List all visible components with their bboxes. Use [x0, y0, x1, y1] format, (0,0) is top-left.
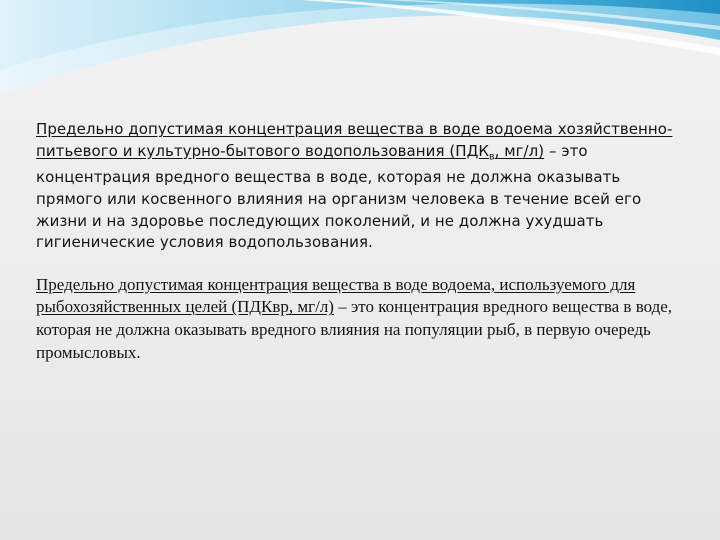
abbr-subscript: в	[489, 150, 495, 162]
paragraph-drinking-water-mpc	[36, 119, 686, 254]
definition-body: – это концентрация вредного вещества в воде, которая не должна оказывать вредного влияния на популяции рыб, в первую очередь промысловых.	[36, 297, 673, 362]
slide-content	[36, 119, 686, 364]
units-text: , мг/л)	[288, 297, 334, 317]
definition-text: Предельно допустимая концентрация вещества в воде водоема хозяйственно-питьевого и культурно-бытового водопользования (ПДК	[36, 120, 673, 160]
definition-body: – это концентрация вредного вещества в воде, которая не должна оказывать прямого или косвенного влияния на организм человека в течение всей его жизни и на здоровье последующих поколений, и не должна ухудшать гигиенические условия водопользования.	[36, 141, 642, 252]
units-text: , мг/л)	[494, 141, 545, 160]
definition-text: Предельно допустимая концентрация вещества в воде водоема, используемого для рыбохозяйственных целей (ПДКвр	[36, 274, 636, 317]
decorative-wave-header	[0, 0, 720, 110]
paragraph-fishery-mpc	[36, 274, 686, 364]
